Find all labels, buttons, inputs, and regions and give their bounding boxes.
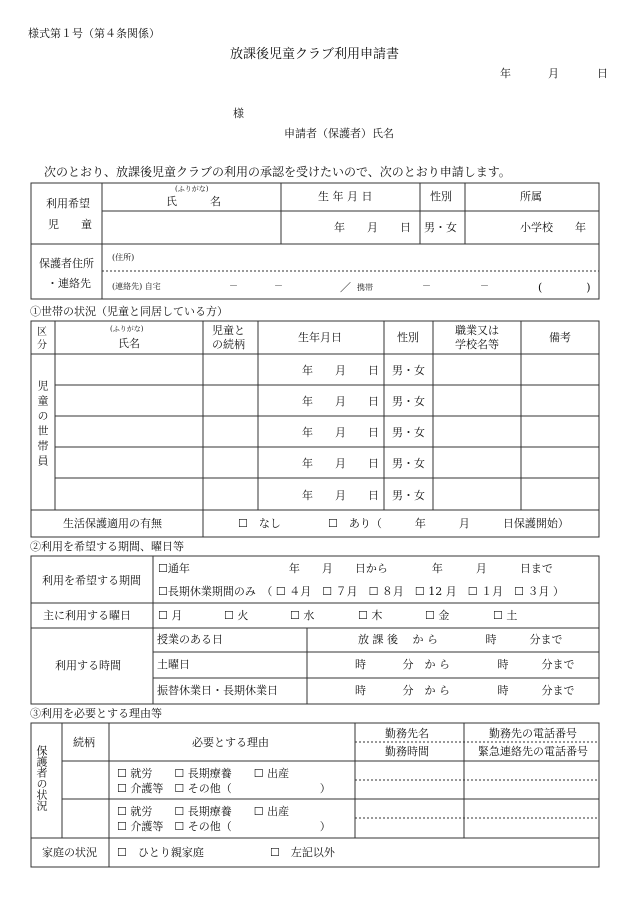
member4-dob[interactable]: 年 月 日 [302, 457, 379, 470]
contact-home-label: (連絡先) 自宅 [112, 282, 161, 291]
address-label-1: 保護者住所 [39, 257, 94, 270]
day-tue-checkbox[interactable]: ☐ 火 [224, 609, 249, 622]
col-emergency-phone: 緊急連絡先の電話番号 [478, 745, 588, 758]
col-work-phone: 勤務先の電話番号 [489, 727, 577, 740]
school-header: 所属 [520, 190, 542, 203]
member4-sex[interactable]: 男・女 [392, 457, 425, 470]
family-single-parent-checkbox[interactable]: ☐ ひとり親家庭 [117, 846, 204, 859]
col-kubun: 区分 [37, 327, 47, 351]
col-reason: 必要とする理由 [192, 736, 269, 749]
date-year[interactable]: 年 [500, 67, 511, 80]
mobile-dash-2: － [480, 282, 490, 292]
time-label: 利用する時間 [55, 659, 121, 672]
col-job-2: 学校名等 [455, 338, 499, 351]
form-number: 様式第１号（第４条関係） [28, 27, 160, 40]
address-field[interactable] [140, 247, 597, 269]
addressee-suffix: 様 [233, 107, 244, 120]
guardian1-reason-line2[interactable]: ☐ 介護等 ☐ その他（ ） [117, 782, 331, 795]
form-title: 放課後児童クラブ利用申請書 [230, 47, 400, 62]
child-row-label-1: 利用希望 [46, 197, 90, 210]
home-phone-dash-2: － [274, 282, 284, 292]
day-fri-checkbox[interactable]: ☐ 金 [425, 609, 450, 622]
col-name: 氏名 [118, 337, 140, 350]
col-sex: 性別 [397, 331, 419, 344]
welfare-none-checkbox[interactable]: ☐ なし [238, 517, 281, 530]
day-thu-checkbox[interactable]: ☐ 木 [358, 609, 383, 622]
furigana-hint: (ふりがな) [175, 185, 209, 193]
col-furigana: (ふりがな) [110, 325, 144, 333]
member5-sex[interactable]: 男・女 [392, 489, 425, 502]
period-yearround[interactable]: ☐通年 年 月 日から 年 月 日まで [158, 562, 553, 575]
member2-dob[interactable]: 年 月 日 [302, 395, 379, 408]
guardian2-reason-line1[interactable]: ☐ 就労 ☐ 長期療養 ☐ 出産 [117, 805, 290, 818]
days-label: 主に利用する曜日 [43, 609, 131, 622]
child-dob-field[interactable]: 年 月 日 [334, 221, 411, 234]
dob-header: 生 年 月 日 [318, 190, 373, 203]
section3-title: ③利用を必要とする理由等 [30, 707, 162, 720]
time-holiday-label: 振替休業日・長期休業日 [157, 684, 278, 697]
date-day[interactable]: 日 [597, 67, 608, 80]
date-month[interactable]: 月 [548, 67, 559, 80]
address-label-2: ・連絡先 [47, 277, 91, 290]
day-wed-checkbox[interactable]: ☐ 水 [290, 609, 315, 622]
time-saturday-value[interactable]: 時 分 か ら 時 分まで [355, 658, 575, 671]
period-long-holiday[interactable]: ☐長期休業期間のみ （ ☐ ４月 ☐ ７月 ☐ ８月 ☐ 12 月 ☐ １月 ☐ ３月 ） [158, 585, 564, 598]
col-work-name: 勤務先名 [385, 727, 429, 740]
mobile-label: 携帯 [357, 283, 373, 292]
welfare-yes-checkbox[interactable]: ☐ あり（ 年 月 日保護開始） [328, 517, 569, 530]
time-schoolday-value[interactable]: 放 課 後 か ら 時 分まで [358, 633, 563, 646]
phone-separator: ／ [340, 281, 351, 294]
child-sex-field[interactable]: 男・女 [424, 221, 457, 234]
mobile-paren[interactable]: ( ) [538, 281, 591, 294]
col-guardian-relation: 続柄 [73, 736, 95, 749]
member5-dob[interactable]: 年 月 日 [302, 489, 379, 502]
section1-title: ①世帯の状況（児童と同居している方） [30, 305, 228, 318]
day-sat-checkbox[interactable]: ☐ 土 [493, 609, 518, 622]
col-notes: 備考 [549, 331, 571, 344]
welfare-label: 生活保護適用の有無 [63, 517, 162, 530]
address-hint: (住所) [112, 253, 135, 262]
guardian-side-label: 保護者の状況 [35, 745, 48, 811]
home-phone-dash-1: － [229, 282, 239, 292]
member3-dob[interactable]: 年 月 日 [302, 426, 379, 439]
family-label: 家庭の状況 [42, 846, 97, 859]
period-label: 利用を希望する期間 [42, 574, 141, 587]
child-school-field[interactable]: 小学校 年 [520, 221, 586, 234]
col-relation-1: 児童と [212, 324, 245, 337]
guardian2-reason-line2[interactable]: ☐ 介護等 ☐ その他（ ） [117, 820, 331, 833]
household-side-label: 児童の世帯員 [36, 380, 49, 470]
time-holiday-value[interactable]: 時 分 か ら 時 分まで [355, 684, 575, 697]
intro-text: 次のとおり、放課後児童クラブの利用の承認を受けたいので、次のとおり申請します。 [44, 165, 511, 179]
section2-title: ②利用を希望する期間、曜日等 [30, 540, 184, 553]
day-mon-checkbox[interactable]: ☐ 月 [158, 609, 183, 622]
member1-sex[interactable]: 男・女 [392, 364, 425, 377]
child-row-label-2: 児 童 [48, 218, 92, 231]
col-dob: 生年月日 [298, 331, 342, 344]
time-saturday-label: 土曜日 [157, 658, 190, 671]
col-job-1: 職業又は [455, 324, 499, 337]
guardian1-reason-line1[interactable]: ☐ 就労 ☐ 長期療養 ☐ 出産 [117, 767, 290, 780]
applicant-label: 申請者（保護者）氏名 [284, 127, 394, 140]
member1-dob[interactable]: 年 月 日 [302, 364, 379, 377]
child-name-field[interactable] [103, 212, 280, 243]
col-relation-2: の続柄 [212, 338, 245, 351]
time-schoolday-label: 授業のある日 [157, 633, 223, 646]
mobile-dash-1: － [422, 282, 432, 292]
sex-header: 性別 [430, 190, 452, 203]
col-work-hours: 勤務時間 [385, 745, 429, 758]
family-other-checkbox[interactable]: ☐ 左記以外 [270, 846, 335, 859]
name-header: 氏 名 [166, 195, 221, 208]
member3-sex[interactable]: 男・女 [392, 426, 425, 439]
member2-sex[interactable]: 男・女 [392, 395, 425, 408]
